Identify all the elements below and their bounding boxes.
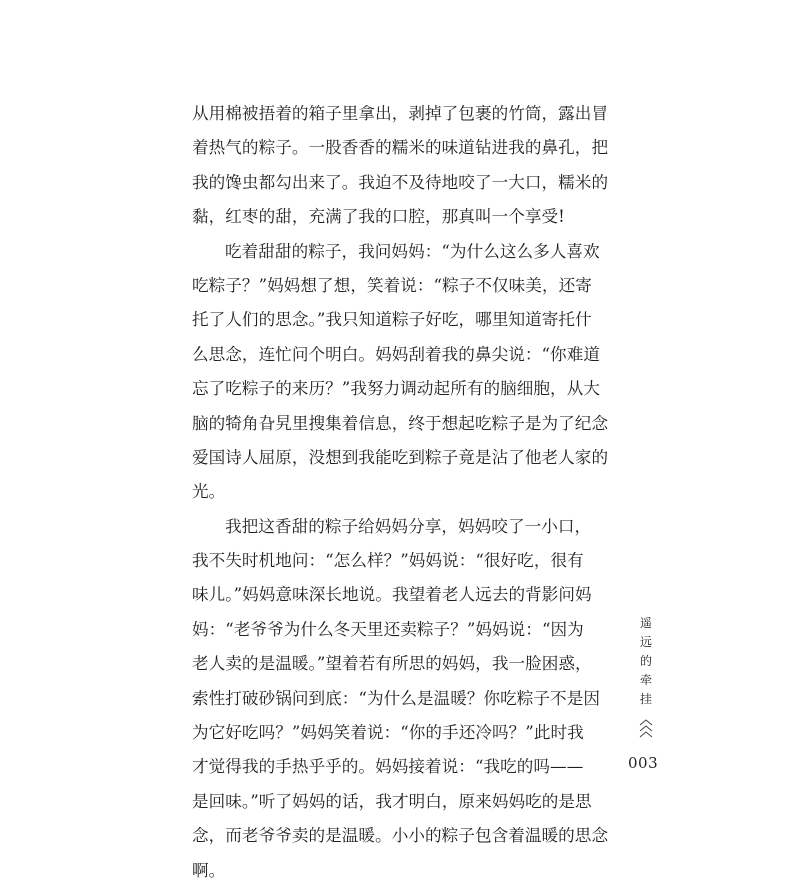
text-line: 味儿。”妈妈意味深长地说。我望着老人远去的背影问妈 — [192, 585, 592, 605]
text-line: 么思念，连忙问个明白。妈妈刮着我的鼻尖说：“你难道 — [192, 344, 600, 364]
text-line: 是回味。”听了妈妈的话，我才明白，原来妈妈吃的是思 — [192, 791, 592, 811]
title-char: 挂 — [639, 692, 652, 706]
text-line: 吃着甜甜的粽子，我问妈妈：“为什么这么多人喜欢 — [225, 241, 600, 261]
body-text — [192, 97, 609, 888]
text-line: 黏，红枣的甜，充满了我的口腔，那真叫一个享受! — [192, 207, 565, 227]
text-line: 我把这香甜的粽子给妈妈分享，妈妈咬了一小口， — [225, 516, 592, 536]
text-line: 吃粽子？”妈妈想了想，笑着说：“粽子不仅味美，还寄 — [192, 275, 592, 295]
text-line: 妈：“老爷爷为什么冬天里还卖粽子？”妈妈说：“因为 — [192, 619, 584, 639]
text-line: 啊。 — [192, 860, 226, 880]
text-line: 着热气的粽子。一股香香的糯米的味道钻进我的鼻孔，把 — [192, 138, 609, 158]
page-number: 003 — [628, 754, 659, 772]
text-line: 索性打破砂锅问到底：“为什么是温暖？你吃粽子不是因 — [192, 688, 600, 708]
title-char: 牵 — [639, 673, 652, 687]
text-line: 念，而老爷爷卖的是温暖。小小的粽子包含着温暖的思念 — [192, 826, 609, 846]
text-line: 爱国诗人屈原，没想到我能吃到粽子竟是沾了他老人家的 — [192, 447, 609, 467]
text-line: 托了人们的思念。”我只知道粽子好吃，哪里知道寄托什 — [192, 310, 592, 330]
running-header — [636, 614, 656, 740]
text-line: 老人卖的是温暖。”望着若有所思的妈妈，我一脸困惑， — [192, 654, 592, 674]
text-line: 脑的犄角旮旯里搜集着信息，终于想起吃粽子是为了纪念 — [192, 413, 609, 433]
text-line: 为它好吃吗？”妈妈笑着说：“你的手还冷吗？”此时我 — [192, 723, 584, 743]
text-line: 我的馋虫都勾出来了。我迫不及待地咬了一大口，糯米的 — [192, 172, 609, 192]
triple-chevron-up-icon — [639, 718, 653, 740]
text-line: 从用棉被捂着的箱子里拿出，剥掉了包裹的竹筒，露出冒 — [192, 104, 609, 123]
text-line: 才觉得我的手热乎乎的。妈妈接着说：“我吃的吗—— — [192, 757, 584, 777]
title-char: 遥 — [639, 616, 652, 630]
title-char: 的 — [639, 654, 652, 668]
text-line: 我不失时机地问：“怎么样？”妈妈说：“很好吃，很有 — [192, 551, 584, 571]
text-line: 光。 — [192, 482, 226, 502]
title-char: 远 — [639, 635, 652, 649]
book-title-vertical — [640, 614, 652, 709]
text-line: 忘了吃粽子的来历？”我努力调动起所有的脑细胞，从大 — [192, 379, 600, 399]
